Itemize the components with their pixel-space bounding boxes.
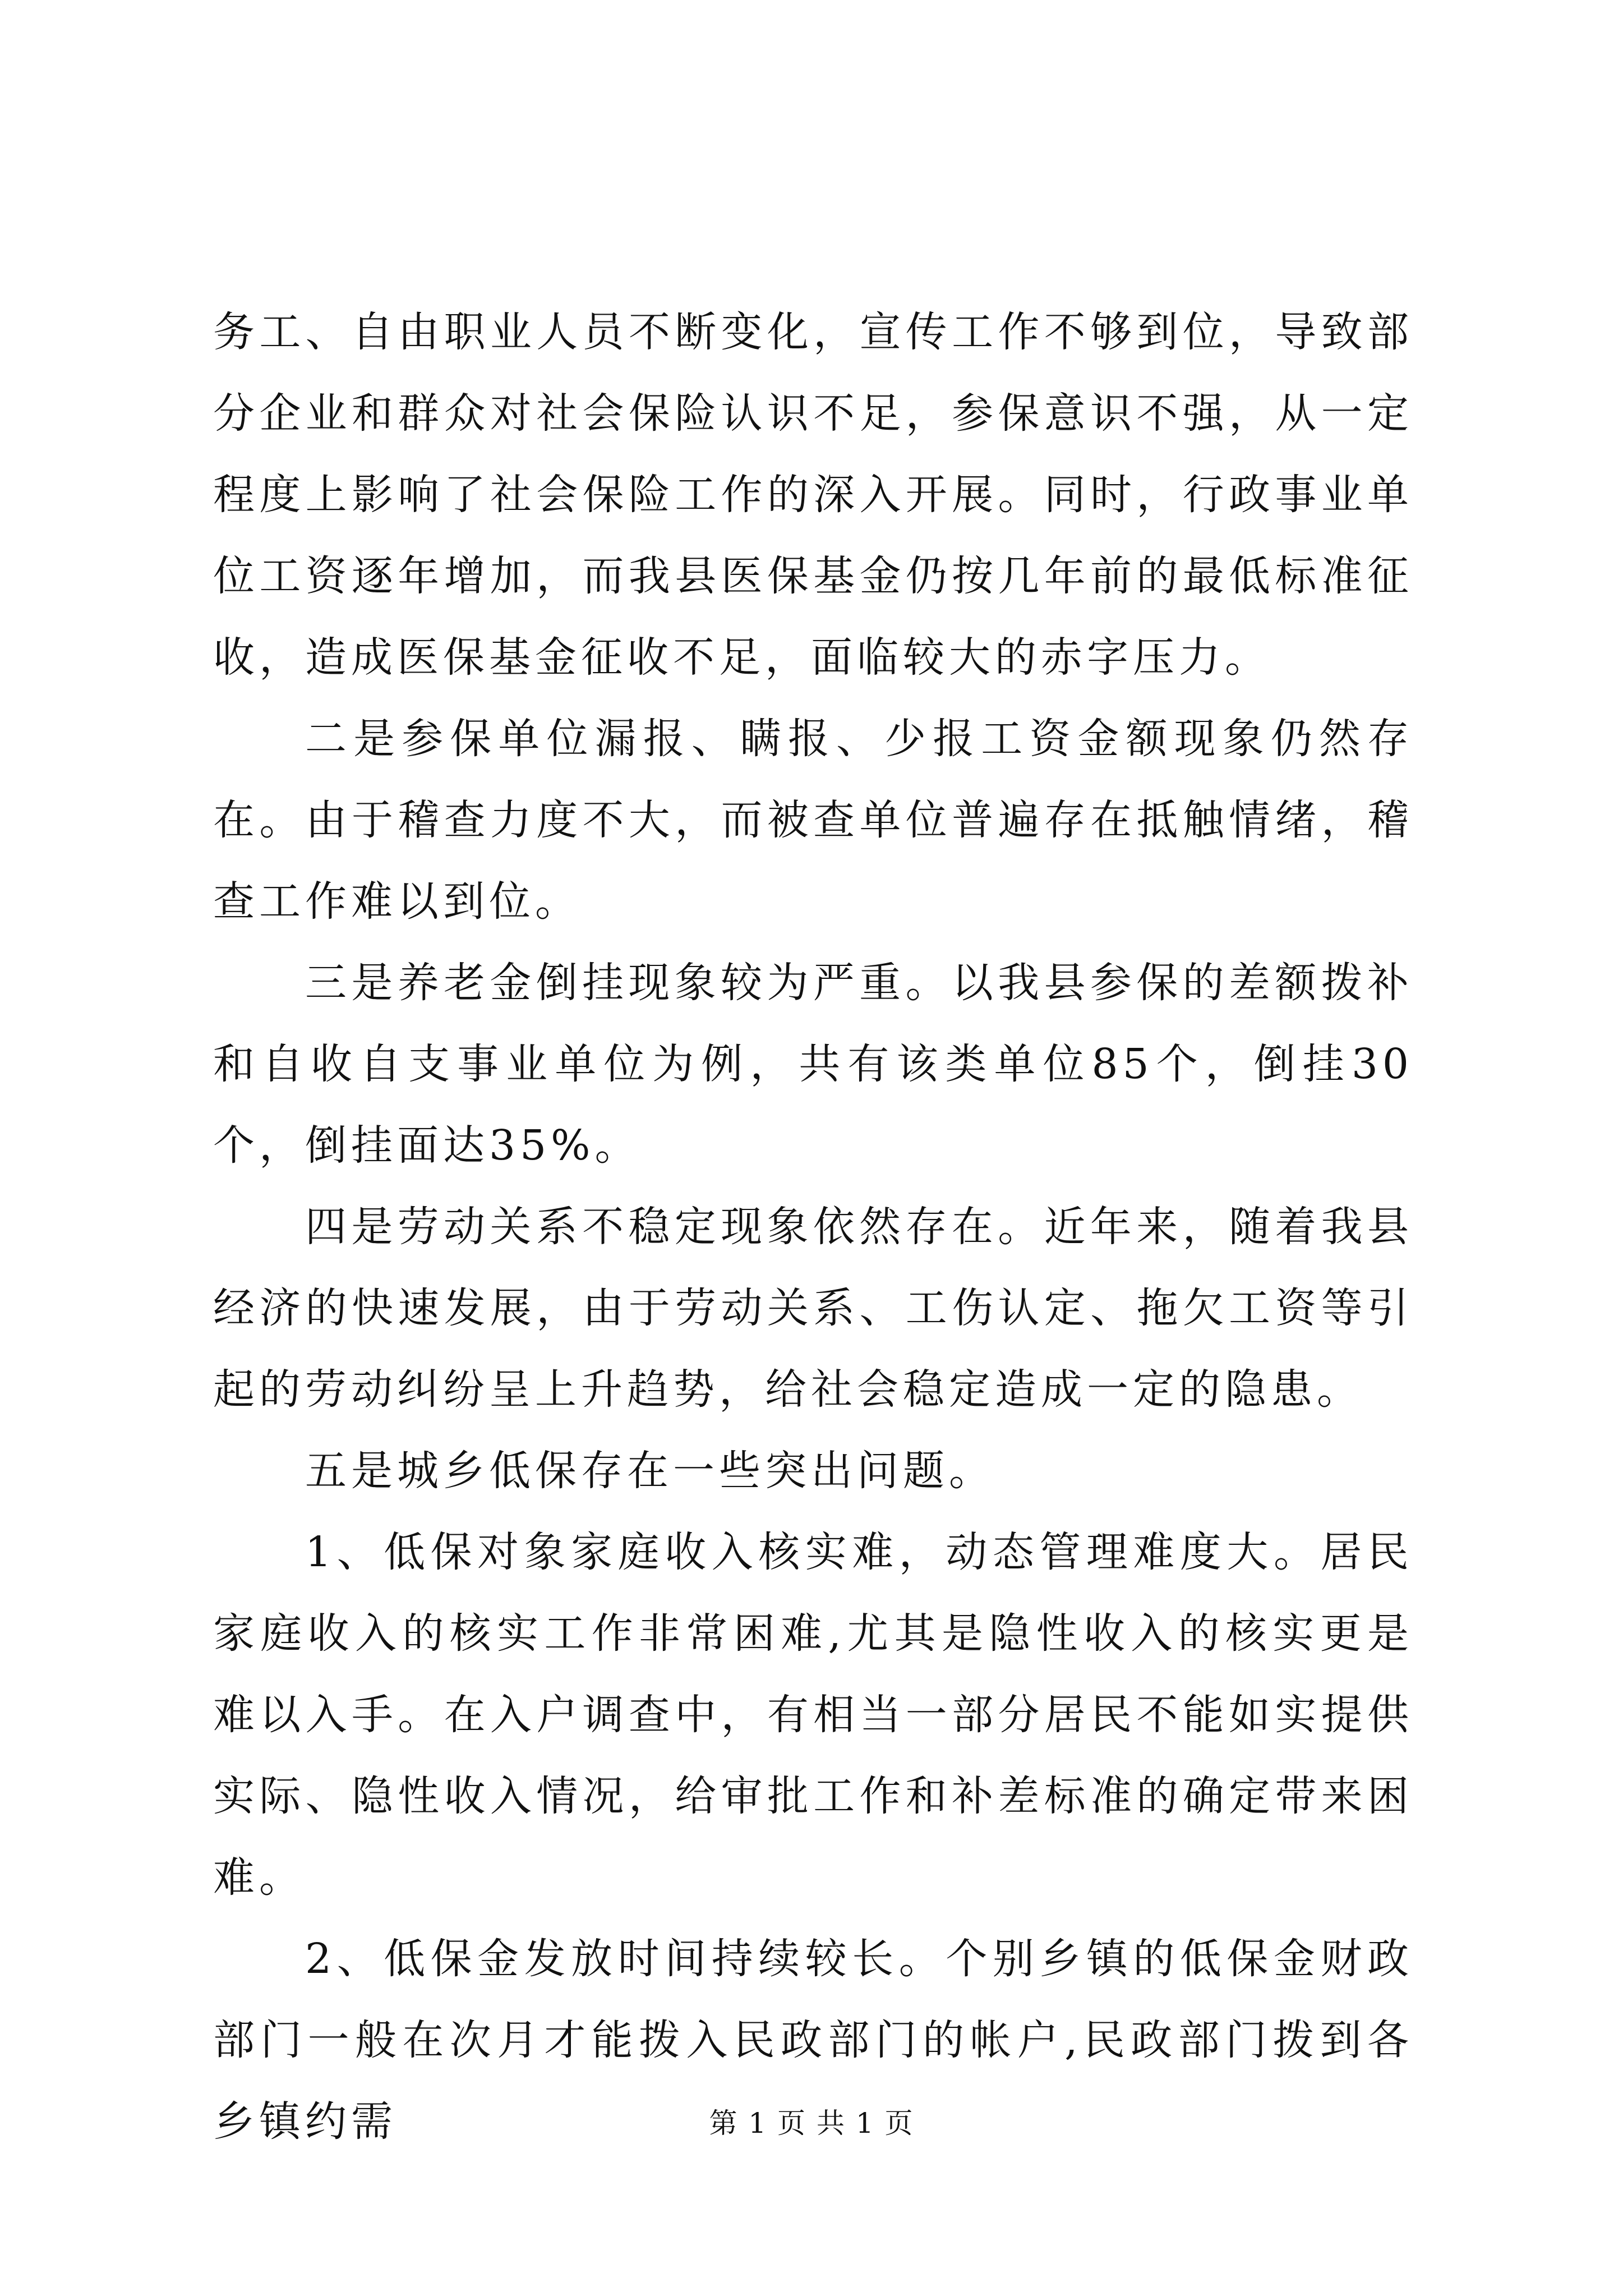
paragraph-point-five: 五是城乡低保存在一些突出问题。: [305, 1447, 995, 1495]
paragraph-point-two: 二是参保单位漏报、瞒报、少报工资金额现象仍然存在。由于稽查力度不大，而被查单位普遍存在抵触情绪，稽查工作难以到位。: [213, 715, 1413, 926]
paragraph-continuation: 务工、自由职业人员不断变化，宣传工作不够到位，导致部分企业和群众对社会保险认识不足，参保意识不强，从一定程度上影响了社会保险工作的深入开展。同时，行政事业单位工资逐年增加，而我县医保基金仍按几年前的最低标准征收，造成医保基金征收不足，面临较大的赤字压力。: [213, 308, 1413, 682]
document-body: [213, 292, 1413, 2162]
paragraph-point-four: 四是劳动关系不稳定现象依然存在。近年来，随着我县经济的快速发展，由于劳动关系、工伤认定、拖欠工资等引起的劳动纠纷呈上升趋势，给社会稳定造成一定的隐患。: [213, 1203, 1413, 1414]
page-number-footer: 第 1 页 共 1 页: [709, 2107, 914, 2139]
paragraph-point-three: 三是养老金倒挂现象较为严重。以我县参保的差额拨补和自收自支事业单位为例，共有该类单位85个，倒挂30个，倒挂面达35%。: [213, 959, 1413, 1170]
paragraph-subpoint-one: 1、低保对象家庭收入核实难，动态管理难度大。居民家庭收入的核实工作非常困难,尤其是隐性收入的核实更是难以入手。在入户调查中，有相当一部分居民不能如实提供实际、隐性收入情况，给审批工作和补差标准的确定带来困难。: [213, 1528, 1413, 1902]
paragraph-subpoint-two: 2、低保金发放时间持续较长。个别乡镇的低保金财政部门一般在次月才能拨入民政部门的帐户,民政部门拨到各乡镇约需: [213, 1935, 1413, 2146]
